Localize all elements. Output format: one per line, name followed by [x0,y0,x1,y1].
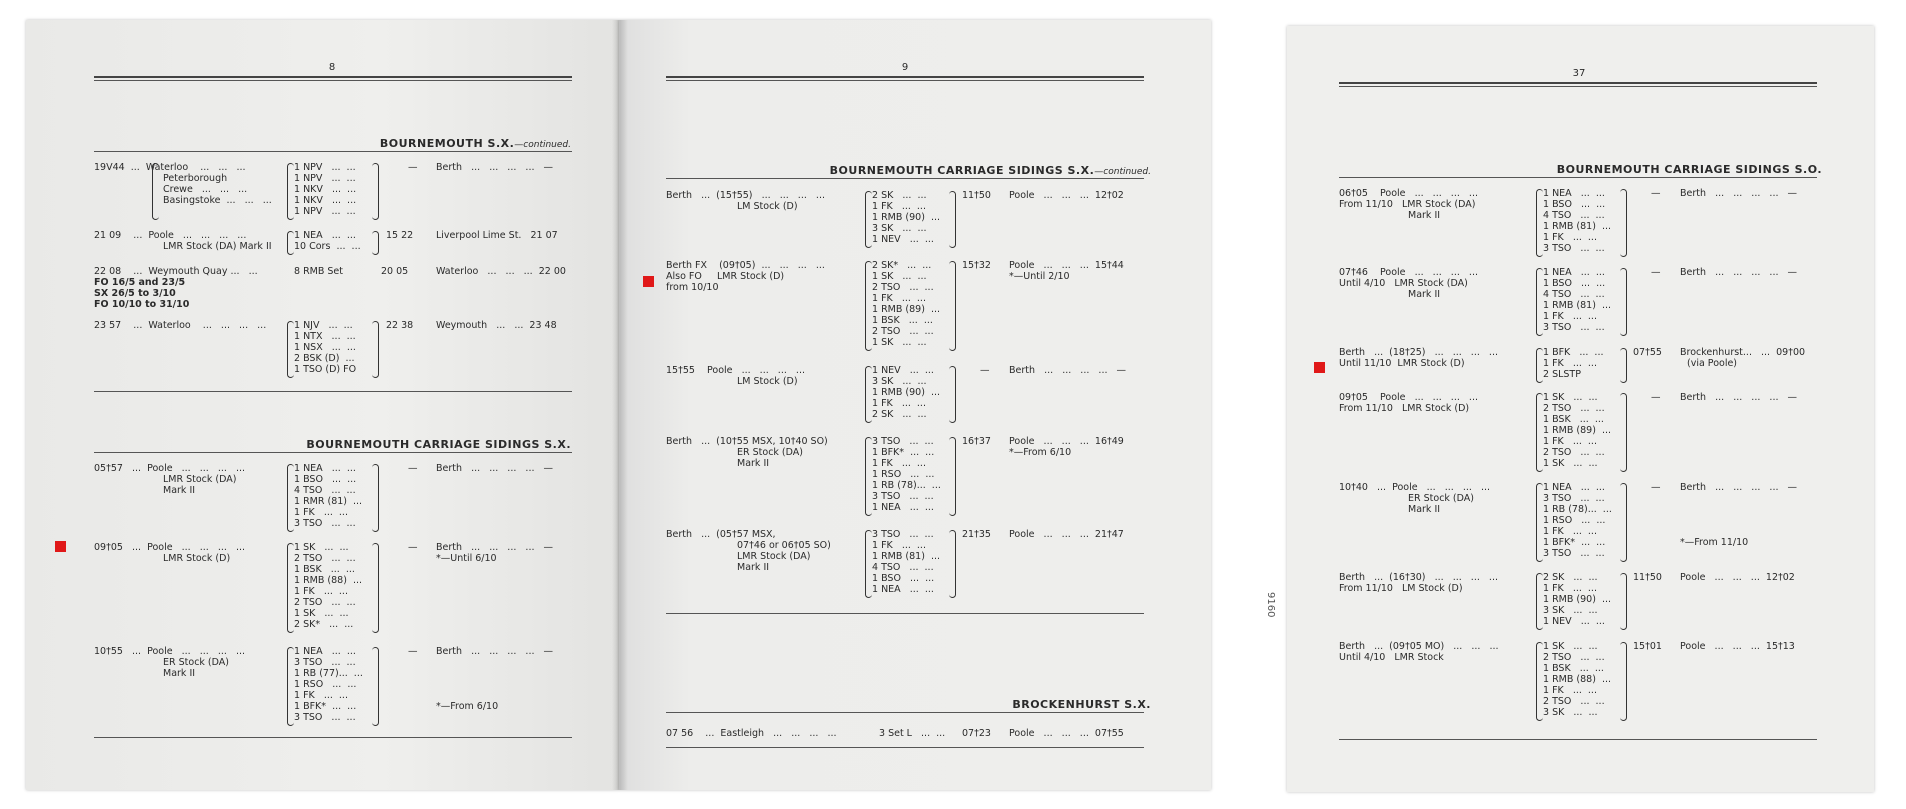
stock-line: 1 NPV ... ... [294,206,356,217]
stock-line: 1 FK ... ... [872,540,926,551]
train-origin: Until 4/10 LMR Stock [1339,652,1444,663]
section-rule [94,452,572,453]
stock-line: 2 TSO ... ... [294,597,356,608]
arrival-time: — [1651,482,1661,493]
brace [865,437,872,516]
stock-line: 1 SK ... ... [872,271,927,282]
stock-line: 1 RMB (81) ... [872,551,940,562]
arrival-time: — [408,162,418,173]
stock-line: 1 BSK ... ... [1543,663,1604,674]
stock-line: 3 TSO ... ... [294,518,356,529]
arrival-time: 15 22 [386,230,414,241]
train-origin: Mark II [163,668,196,679]
brace [865,261,872,351]
stock-line: 2 TSO ... ... [1543,447,1605,458]
train-origin: 07†46 or 06†05 SO) [737,540,831,551]
brace [287,464,294,532]
train-origin: 23 57 ... Waterloo ... ... ... ... [94,320,267,331]
arrival-time: 20 05 [381,266,409,277]
header-rule [94,76,572,78]
side-mark: 9160 [1265,592,1276,618]
stock-line: 4 TSO ... ... [1543,289,1605,300]
header-rule [666,76,1144,78]
stock-line: 1 RMB (88) ... [1543,674,1611,685]
brace [949,261,956,351]
section-rule [94,151,572,152]
destination: Berth ... ... ... ... — [436,162,554,173]
brace [949,530,956,598]
stock-line: 1 RMB (90) ... [1543,594,1611,605]
brace [1620,483,1627,562]
stock-line: 1 BFK* ... ... [294,701,357,712]
train-origin: Berth ... (18†25) ... ... ... ... [1339,347,1498,358]
train-origin: Berth ... (10†55 MSX, 10†40 SO) [666,436,828,447]
destination: Poole ... ... ... 15†13 [1680,641,1795,652]
brace [1536,189,1543,257]
destination: Weymouth ... ... 23 48 [436,320,557,331]
stock-line: 1 SK ... ... [872,337,927,348]
destination: Poole ... ... ... 21†47 [1009,529,1124,540]
train-origin: Mark II [163,485,196,496]
train-origin: Berth ... (09†05 MO) ... ... ... [1339,641,1499,652]
stock-line: 1 RB (78)... ... [872,480,941,491]
brace [949,191,956,248]
train-origin: ER Stock (DA) [737,447,803,458]
destination: Poole ... ... ... 12†02 [1680,572,1795,583]
stock-line: 1 NEA ... ... [1543,188,1605,199]
arrival-time: 11†50 [962,190,991,201]
brace [287,647,294,726]
stock-line: 1 NSX ... ... [294,342,356,353]
section-rule [94,737,572,738]
brace [372,321,379,378]
stock-line: 1 NEA ... ... [294,463,356,474]
stock-line: 1 RSO ... ... [872,469,935,480]
train-origin: Mark II [1408,210,1441,221]
arrival-time: 16†37 [962,436,991,447]
train-origin: 07 56 ... Eastleigh ... ... ... ... [666,728,837,739]
stock-line: 1 NEA ... ... [872,502,934,513]
destination: Poole ... ... ... 16†49 [1009,436,1124,447]
destination: Poole ... ... ... 12†02 [1009,190,1124,201]
stock-line: 3 TSO ... ... [1543,243,1605,254]
train-origin: 21 09 ... Poole ... ... ... ... [94,230,247,241]
destination: Poole ... ... ... 07†55 [1009,728,1124,739]
train-origin: 07†46 Poole ... ... ... ... [1339,267,1478,278]
train-origin: FO 10/10 to 31/10 [94,299,190,310]
brace [1536,642,1543,721]
brace [1620,573,1627,630]
stock-line: 1 SK ... ... [1543,458,1598,469]
stock-line: 3 TSO ... ... [1543,322,1605,333]
page-number: 37 [1572,68,1586,79]
note: *—Until 6/10 [436,553,497,564]
destination: Berth ... ... ... ... — [1680,267,1798,278]
stock-line: 1 RMB (81) ... [1543,300,1611,311]
stock-line: 1 BFK* ... ... [1543,537,1606,548]
stock-line: 1 SK ... ... [294,608,349,619]
arrival-time: — [408,646,418,657]
train-origin: Berth FX (09†05) ... ... ... ... [666,260,825,271]
stock-line: 3 TSO ... ... [1543,548,1605,559]
stock-line: 1 BSK ... ... [1543,414,1604,425]
note: *—From 6/10 [1009,447,1072,458]
header-rule [94,80,572,81]
arrival-time: 21†35 [962,529,991,540]
stock-line: 3 SK ... ... [872,376,927,387]
section-title: BOURNEMOUTH CARRIAGE SIDINGS S.X. [306,438,571,451]
train-origin: 10†55 ... Poole ... ... ... ... [94,646,246,657]
stock-line: 1 RB (78)... ... [1543,504,1612,515]
train-origin: Until 4/10 LMR Stock (DA) [1339,278,1468,289]
stock-line: 4 TSO ... ... [872,562,934,573]
train-origin: from 10/10 [666,282,719,293]
section-title: BOURNEMOUTH CARRIAGE SIDINGS S.X.—continued. [829,164,1151,177]
section-rule [94,391,572,392]
stock-line: 1 BFK ... ... [1543,347,1604,358]
train-origin: 05†57 ... Poole ... ... ... ... [94,463,246,474]
arrival-time: — [1651,392,1661,403]
brace [287,543,294,633]
train-origin: Until 11/10 LMR Stock (D) [1339,358,1465,369]
arrival-time: 07†23 [962,728,991,739]
stock-line: 1 RMB (88) ... [294,575,362,586]
brace [1620,642,1627,721]
arrival-time: 22 38 [386,320,414,331]
arrival-time: — [408,542,418,553]
red-marker [55,541,66,552]
section-rule [666,747,1144,748]
train-origin: Crewe ... ... ... [163,184,248,195]
destination: Berth ... ... ... ... — [436,646,554,657]
destination: Berth ... ... ... ... — [1680,482,1798,493]
arrival-time: — [980,365,990,376]
stock-line: 1 FK ... ... [294,586,348,597]
train-origin: 06†05 Poole ... ... ... ... [1339,188,1478,199]
stock-line: 1 RB (77)... ... [294,668,363,679]
train-origin: LM Stock (D) [737,201,798,212]
train-origin: From 11/10 LMR Stock (DA) [1339,199,1476,210]
train-origin: Basingstoke ... ... ... [163,195,272,206]
stock-line: 1 NEV ... ... [1543,616,1605,627]
train-origin: From 11/10 LMR Stock (D) [1339,403,1470,414]
stock-line: 1 RSO ... ... [294,679,357,690]
stock-line: 1 NEA ... ... [1543,267,1605,278]
brace [1536,348,1543,383]
train-origin: Mark II [1408,289,1441,300]
header-rule [666,80,1144,81]
stock-line: 2 TSO ... ... [294,553,356,564]
train-origin: Mark II [737,562,770,573]
header-rule [1339,86,1817,87]
brace [865,366,872,423]
destination-note: (via Poole) [1687,358,1738,369]
stock-line: 10 Cors ... ... [294,241,361,252]
destination: Berth ... ... ... ... — [1680,392,1798,403]
train-origin: 15†55 Poole ... ... ... ... [666,365,805,376]
destination: Berth ... ... ... ... — [436,463,554,474]
stock-line: 3 TSO ... ... [872,436,934,447]
stock-line: 1 RMR (81) ... [294,496,363,507]
destination: Berth ... ... ... ... — [1680,188,1798,199]
stock-line: 3 SK ... ... [872,223,927,234]
stock-line: 1 FK ... ... [294,690,348,701]
brace [865,530,872,598]
arrival-time: — [408,463,418,474]
stock-line: 1 FK ... ... [1543,358,1597,369]
train-origin: Mark II [1408,504,1441,515]
section-rule [1339,177,1817,178]
train-origin: 09†05 ... Poole ... ... ... ... [94,542,246,553]
stock-line: 3 TSO ... ... [294,657,356,668]
stock-line: 3 TSO ... ... [872,529,934,540]
train-origin: LMR Stock (DA) [163,474,237,485]
destination: Poole ... ... ... 15†44 [1009,260,1124,271]
train-origin: LM Stock (D) [737,376,798,387]
train-origin: Berth ... (05†57 MSX, [666,529,776,540]
train-origin: LMR Stock (DA) Mark II [163,241,272,252]
destination: Liverpool Lime St. 21 07 [436,230,558,241]
stock-line: 3 TSO ... ... [872,491,934,502]
stock-line: 1 NKV ... ... [294,184,357,195]
train-origin: Berth ... (16†30) ... ... ... ... [1339,572,1498,583]
stock-line: 3 TSO ... ... [294,712,356,723]
stock-line: 1 FK ... ... [1543,526,1597,537]
stock-line: 2 SLSTP [1543,369,1581,380]
page-number: 8 [328,62,336,73]
stock-line: 1 NPV ... ... [294,173,356,184]
destination: Brockenhurst... ... 09†00 [1680,347,1806,358]
stock-line: 1 RSO ... ... [1543,515,1606,526]
stock-line: 2 SK ... ... [872,409,927,420]
brace [372,231,379,255]
stock-line: 1 BSO ... ... [1543,278,1606,289]
stock-line: 1 RMB (90) ... [872,212,940,223]
stock-line: 1 NTX ... ... [294,331,356,342]
train-origin: Also FO LMR Stock (D) [666,271,785,282]
stock-line: 1 BSO ... ... [872,573,935,584]
stock-line: 1 SK ... ... [294,542,349,553]
stock-line: 1 NEA ... ... [1543,482,1605,493]
stock-line: 1 NEV ... ... [872,234,934,245]
train-origin: LMR Stock (DA) [737,551,811,562]
stock-line: 1 RMB (90) ... [872,387,940,398]
stock-line: 2 SK* ... ... [294,619,354,630]
page-number: 9 [901,62,909,73]
stock-line: 1 NPV ... ... [294,162,356,173]
stock-line: 1 SK ... ... [1543,392,1598,403]
brace [1536,393,1543,472]
stock-line: 2 SK ... ... [1543,572,1598,583]
section-rule [666,712,1144,713]
section-rule [666,178,1144,179]
brace [372,464,379,532]
arrival-time: — [1651,188,1661,199]
stock-line: 1 NEA ... ... [294,230,356,241]
stock-line: 1 NKV ... ... [294,195,357,206]
note: *—From 11/10 [1680,537,1749,548]
destination: Berth ... ... ... ... — [436,542,554,553]
section-title: BROCKENHURST S.X. [1012,698,1151,711]
train-origin: Berth ... (15†55) ... ... ... ... [666,190,825,201]
stock-line: 1 FK ... ... [872,398,926,409]
brace [1536,573,1543,630]
brace [152,163,159,220]
arrival-time: 11†50 [1633,572,1662,583]
stock-line: 3 SK ... ... [1543,605,1598,616]
stock-line: 2 TSO ... ... [1543,696,1605,707]
stock-line: 1 NEV ... ... [872,365,934,376]
stock-line: 1 FK ... ... [1543,583,1597,594]
train-origin: LMR Stock (D) [163,553,231,564]
stock-line: 1 NEA ... ... [294,646,356,657]
stock-line: 1 FK ... ... [872,293,926,304]
train-origin: Mark II [737,458,770,469]
header-rule [1339,82,1817,84]
stock-line: 1 FK ... ... [294,507,348,518]
stock-line: 4 TSO ... ... [294,485,356,496]
brace [287,163,294,220]
stock-line: 1 FK ... ... [872,458,926,469]
brace [287,321,294,378]
brace [865,191,872,248]
arrival-time: 15†01 [1633,641,1662,652]
brace [372,163,379,220]
stock-line: 1 BSK ... ... [294,564,355,575]
stock-line: 1 SK ... ... [1543,641,1598,652]
arrival-time: — [1651,267,1661,278]
book-spine [612,20,628,790]
brace [1536,483,1543,562]
brace [949,366,956,423]
stock-line: 1 FK ... ... [1543,685,1597,696]
stock-line: 1 BSO ... ... [294,474,357,485]
stock-line: 2 TSO ... ... [1543,403,1605,414]
train-origin: ER Stock (DA) [1408,493,1474,504]
train-origin: FO 16/5 and 23/5 [94,277,186,288]
brace [949,437,956,516]
destination: Berth ... ... ... ... — [1009,365,1127,376]
train-origin: From 11/10 LM Stock (D) [1339,583,1463,594]
stock-line: 1 FK ... ... [872,201,926,212]
arrival-time: 15†32 [962,260,991,271]
train-origin: 19V44 ... Waterloo ... ... ... [94,162,246,173]
train-origin: Peterborough [163,173,228,184]
stock-line: 2 SK ... ... [872,190,927,201]
stock-line: 2 TSO ... ... [872,326,934,337]
train-origin: SX 26/5 to 3/10 [94,288,176,299]
note: *—From 6/10 [436,701,499,712]
train-origin: 09†05 Poole ... ... ... ... [1339,392,1478,403]
stock-line: 8 RMB Set [294,266,343,277]
stock-line: 3 SK ... ... [1543,707,1598,718]
note: *—Until 2/10 [1009,271,1070,282]
page-37 [1287,26,1874,792]
stock-line: 3 TSO ... ... [1543,493,1605,504]
stock-line: 1 FK ... ... [1543,232,1597,243]
section-title: BOURNEMOUTH CARRIAGE SIDINGS S.O. [1556,163,1822,176]
stock-line: 2 TSO ... ... [1543,652,1605,663]
page-9 [619,20,1211,790]
destination: Waterloo ... ... ... 22 00 [436,266,566,277]
stock-line: 1 RMB (89) ... [1543,425,1611,436]
stock-line: 1 NJV ... ... [294,320,353,331]
brace [372,647,379,726]
stock-line: 1 BFK* ... ... [872,447,935,458]
brace [1620,189,1627,257]
stock-line: 1 RMB (81) ... [1543,221,1611,232]
brace [287,231,294,255]
red-marker [1314,362,1325,373]
train-origin: ER Stock (DA) [163,657,229,668]
train-origin: 10†40 ... Poole ... ... ... ... [1339,482,1491,493]
stock-line: 1 FK ... ... [1543,311,1597,322]
stock-line: 1 RMB (89) ... [872,304,940,315]
brace [1620,348,1627,383]
section-title: BOURNEMOUTH S.X.—continued. [379,137,571,150]
stock-line: 4 TSO ... ... [1543,210,1605,221]
brace [1536,268,1543,336]
arrival-time: 07†55 [1633,347,1662,358]
stock-line: 1 NEA ... ... [872,584,934,595]
brace [1620,268,1627,336]
train-origin: 22 08 ... Weymouth Quay ... ... [94,266,258,277]
brace [1620,393,1627,472]
stock-line: 1 BSK ... ... [872,315,933,326]
page-8 [26,20,619,790]
stock-line: 1 BSO ... ... [1543,199,1606,210]
section-rule [1339,739,1817,740]
stock-line: 1 TSO (D) FO [294,364,357,375]
red-marker [643,276,654,287]
section-rule [666,613,1144,614]
stock-line: 2 SK* ... ... [872,260,932,271]
stock-line: 3 Set L ... ... [879,728,946,739]
stock-line: 2 TSO ... ... [872,282,934,293]
stock-line: 2 BSK (D) ... [294,353,355,364]
brace [372,543,379,633]
stock-line: 1 FK ... ... [1543,436,1597,447]
